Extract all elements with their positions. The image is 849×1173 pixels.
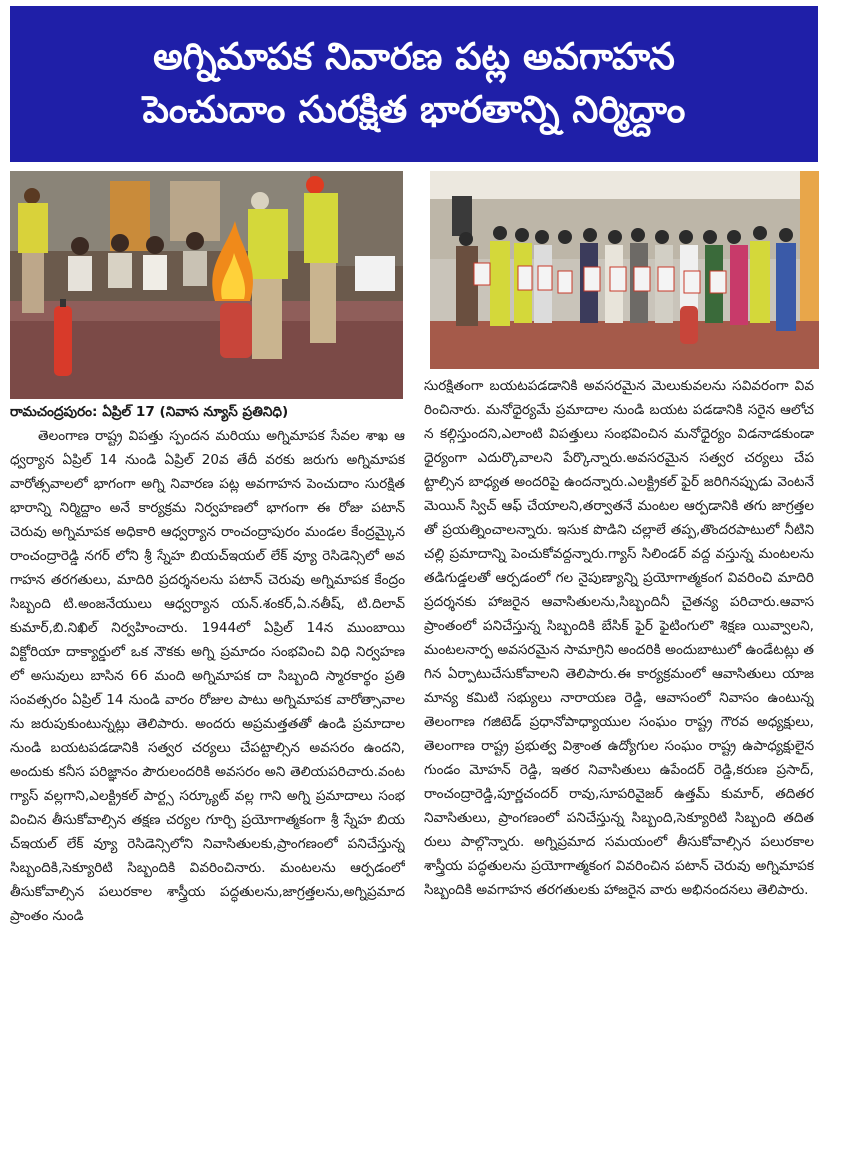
headline-line-1: అగ్నిమాపక నివారణ పట్ల అవగాహన [153,35,675,79]
article-body-column-2: సురక్షితంగా బయటపడడానికి అవసరమైన మెలుకువలను సవివరంగా వివరించినారు. మనోధైర్యమే ప్రమాదాల నుండి బయట పడడానికి సరైన ఆలోచన కల్గిస్తుందని,ఎలాంటి విపత్తులు సంభవించిన మనోధైర్యం విడనాడకుండా ధైర్యంగా ఎదుర్కొవాలని పేర్కొన్నారు.అవసరమైన సత్వర చర్యలు చేపట్టాల్సిన బాధ్యత అందరిపై ఉందన్నారు.ఎలక్ట్రికల్ ఫైర్ జరిగినప్పుడు వెంటనే మెయిన్ స్విచ్ ఆఫ్ చేయాలని,తర్వాతనే మంటల ఆర్పడానికి తగు జాగ్రత్తలతో ప్రయత్నించాలన్నారు. ఇసుక పొడిని చల్లాలే తప్ప,తొందరపాటులో నీటిని చల్లి ప్రమాదాన్ని పెంచుకోవద్దన్నారు.గ్యాస్ సిలిండర్ వద్ద వస్తున్న మంటలను తడిగుడ్డలతో ఆర్పడంలో గల నైపుణ్యాన్ని ప్రయోగాత్మకంగ వివరించి మాదిరి ప్రదర్శనకు హాజరైన ఆవాసితులను,సిబ్బందినీ చైతన్య పరిచారు.ఆవాస ప్రాంతంలో పనిచేస్తున్న సిబ్బందికి బేసిక్ ఫైర్ ఫైటింగులొ శిక్షణ యివ్వాలని,మంటలనార్ప అవసరమైన సామాగ్రిని అందరికి అందుబాటులో ఉండేటట్లు తగిన ఏర్పాటుచేసుకోవాలని తెలిపారు.ఈ కార్యక్రమంలో ఆవాసితులు యాజమాన్య కమిటి సభ్యులు నారాయణ రెడ్డి, ఆవాసంలో నివాసం ఉంటున్న తెలంగాణ గజిటెడ్ ప్రధానోపాధ్యాయుల సంఘం రాష్ట్ర గౌరవ అధ్యక్షులు,తెలంగాణ రాష్ట్ర ప్రభుత్వ విశ్రాంత ఉద్యోగుల సంఘం రాష్ట్ర ఉపాధ్యక్షులైన గుండం మోహన్ రెడ్డి, ఇతర నివాసితులు ఉపేందర్ రెడ్డి,కరుణ ప్రసాద్,రాంచంద్రారెడ్డి,పూర్ణచందర్ రావు,సూపరివైజర్ ఉత్తమ్ కుమార్, తదితర నివాసితులు, ప్రాంగణంలో పనిచేస్తున్న సిబ్బంది,సెక్యూరిటి సిబ్బంది తదితరులు పాల్గొన్నారు. అగ్నిప్రమాద సమయంలో తీసుకోవాల్సిన పలురకాల శాస్త్రీయ పద్ధతులను ప్రయోగాత్మకంగ వివరించిన పటాన్ చెరువు అగ్నిమాపక సిబ్బందికి అవగాహన తరగతులకు హాజరైన వారు అభినందనలు తెలిపారు. [424,378,814,898]
fire-demonstration-photo-icon [10,171,403,399]
fire-demonstration-photo [10,171,403,399]
group-posters-photo [430,171,819,369]
article-dateline: రామచంద్రపురం: ఏప్రిల్ 17 (నివాస న్యూస్ ప్రతినిధి) [10,404,289,420]
group-posters-photo-icon [430,171,819,369]
article-column-2 [424,374,814,1164]
headline-banner [10,6,818,162]
headline-line-2: పెంచుదాం సురక్షిత భారతాన్ని నిర్మిద్దాం [142,88,686,131]
article-column-1 [10,400,405,1170]
article-body-column-1: తెలంగాణ రాష్ట్ర విపత్తు స్పందన మరియు అగ్నిమాపక సేవల శాఖ ఆధ్వర్యాన ఏప్రిల్ 14 నుండి ఏప్రిల్ 20వ తేదీ వరకు జరుగు అగ్నిమాపక వారోత్సవాలలో భాగంగా అగ్ని నివారణ పట్ల అవగాహన పెంచుదాం సురక్షిత భారాన్ని నిర్మిద్దాం అనే కార్యక్రమ నిర్వహణలో భాగంగా ఈ రోజు పటాన్ చెరువు అగ్నిమాపక అధికారి ఆధ్వర్యాన రాంచంద్రాపురం మండల కేంద్రమ్కైన రాంచంద్రారెడ్డి నగర్ లోని శ్రీ స్నేహ బియచ్ఇయల్ లేక్ వ్యూ రెసిడెన్సిలో అవగాహన తరగతులు, మాదిరి ప్రదర్శనలను పటాన్ చెరువు అగ్నిమాపక కేంద్రం సిబ్బంది టి.అంజనేయులు ఆధ్వర్యాన యన్.శంకర్,ఏ.నతీష్, టి.దిలావ్ కుమార్,బి.నిఖిల్ నిర్వహించారు. 1944లో ఏప్రిల్ 14న ముంబాయి విక్టోరియా దాక్యార్డులో ఒక నౌకకు అగ్ని ప్రమాదం సంభవించి విధి నిర్వహణలో అసువులు బాసిన 66 మంది అగ్నిమాపక దా సిబ్బంది స్మారకార్థం ప్రతి సంవత్సరం ఏప్రిల్ 14 నుండి వారం రోజుల పాటు అగ్నిమాపక వారోత్సావాలను జరుపుకుంటున్నట్లు తెలిపారు. అందరు అప్రమత్తతతో ఉండి ప్రమాదాల నుండి బయటపడడానికి సత్వర చర్యలు చేపట్టాల్సిన అవసరం ఉందని, అందుకు కనీస పరిజ్ఞానం పౌరులందరికి అవసరం అని తెలియపరిచారు.వంటగ్యాస్ వల్లగాని,ఎలక్ట్రికల్ పార్ట్స సర్క్యూట్ వల్ల గాని అగ్ని ప్రమాదాలు సంభవించిన తీసుకోవాల్సిన తక్షణ చర్యల గూర్చి ప్రయోగాత్మకంగా శ్రీ స్నేహ బియచ్ఇయల్ లేక్ వ్యూ రెసిడెన్సిలోని నివాసితులకు,ప్రాంగణంలో పనిచేస్తున్న సిబ్బందికి,సెక్యూరిటి సిబ్బందికి వివరించినారు. మంటలను ఆర్పడంలో తీసుకోవాల్సిన పలురకాల శాస్త్రీయ పద్ధతులను,జాగ్రత్తలను,అగ్నిప్రమాద ప్రాంతం నుండి [10,428,405,924]
